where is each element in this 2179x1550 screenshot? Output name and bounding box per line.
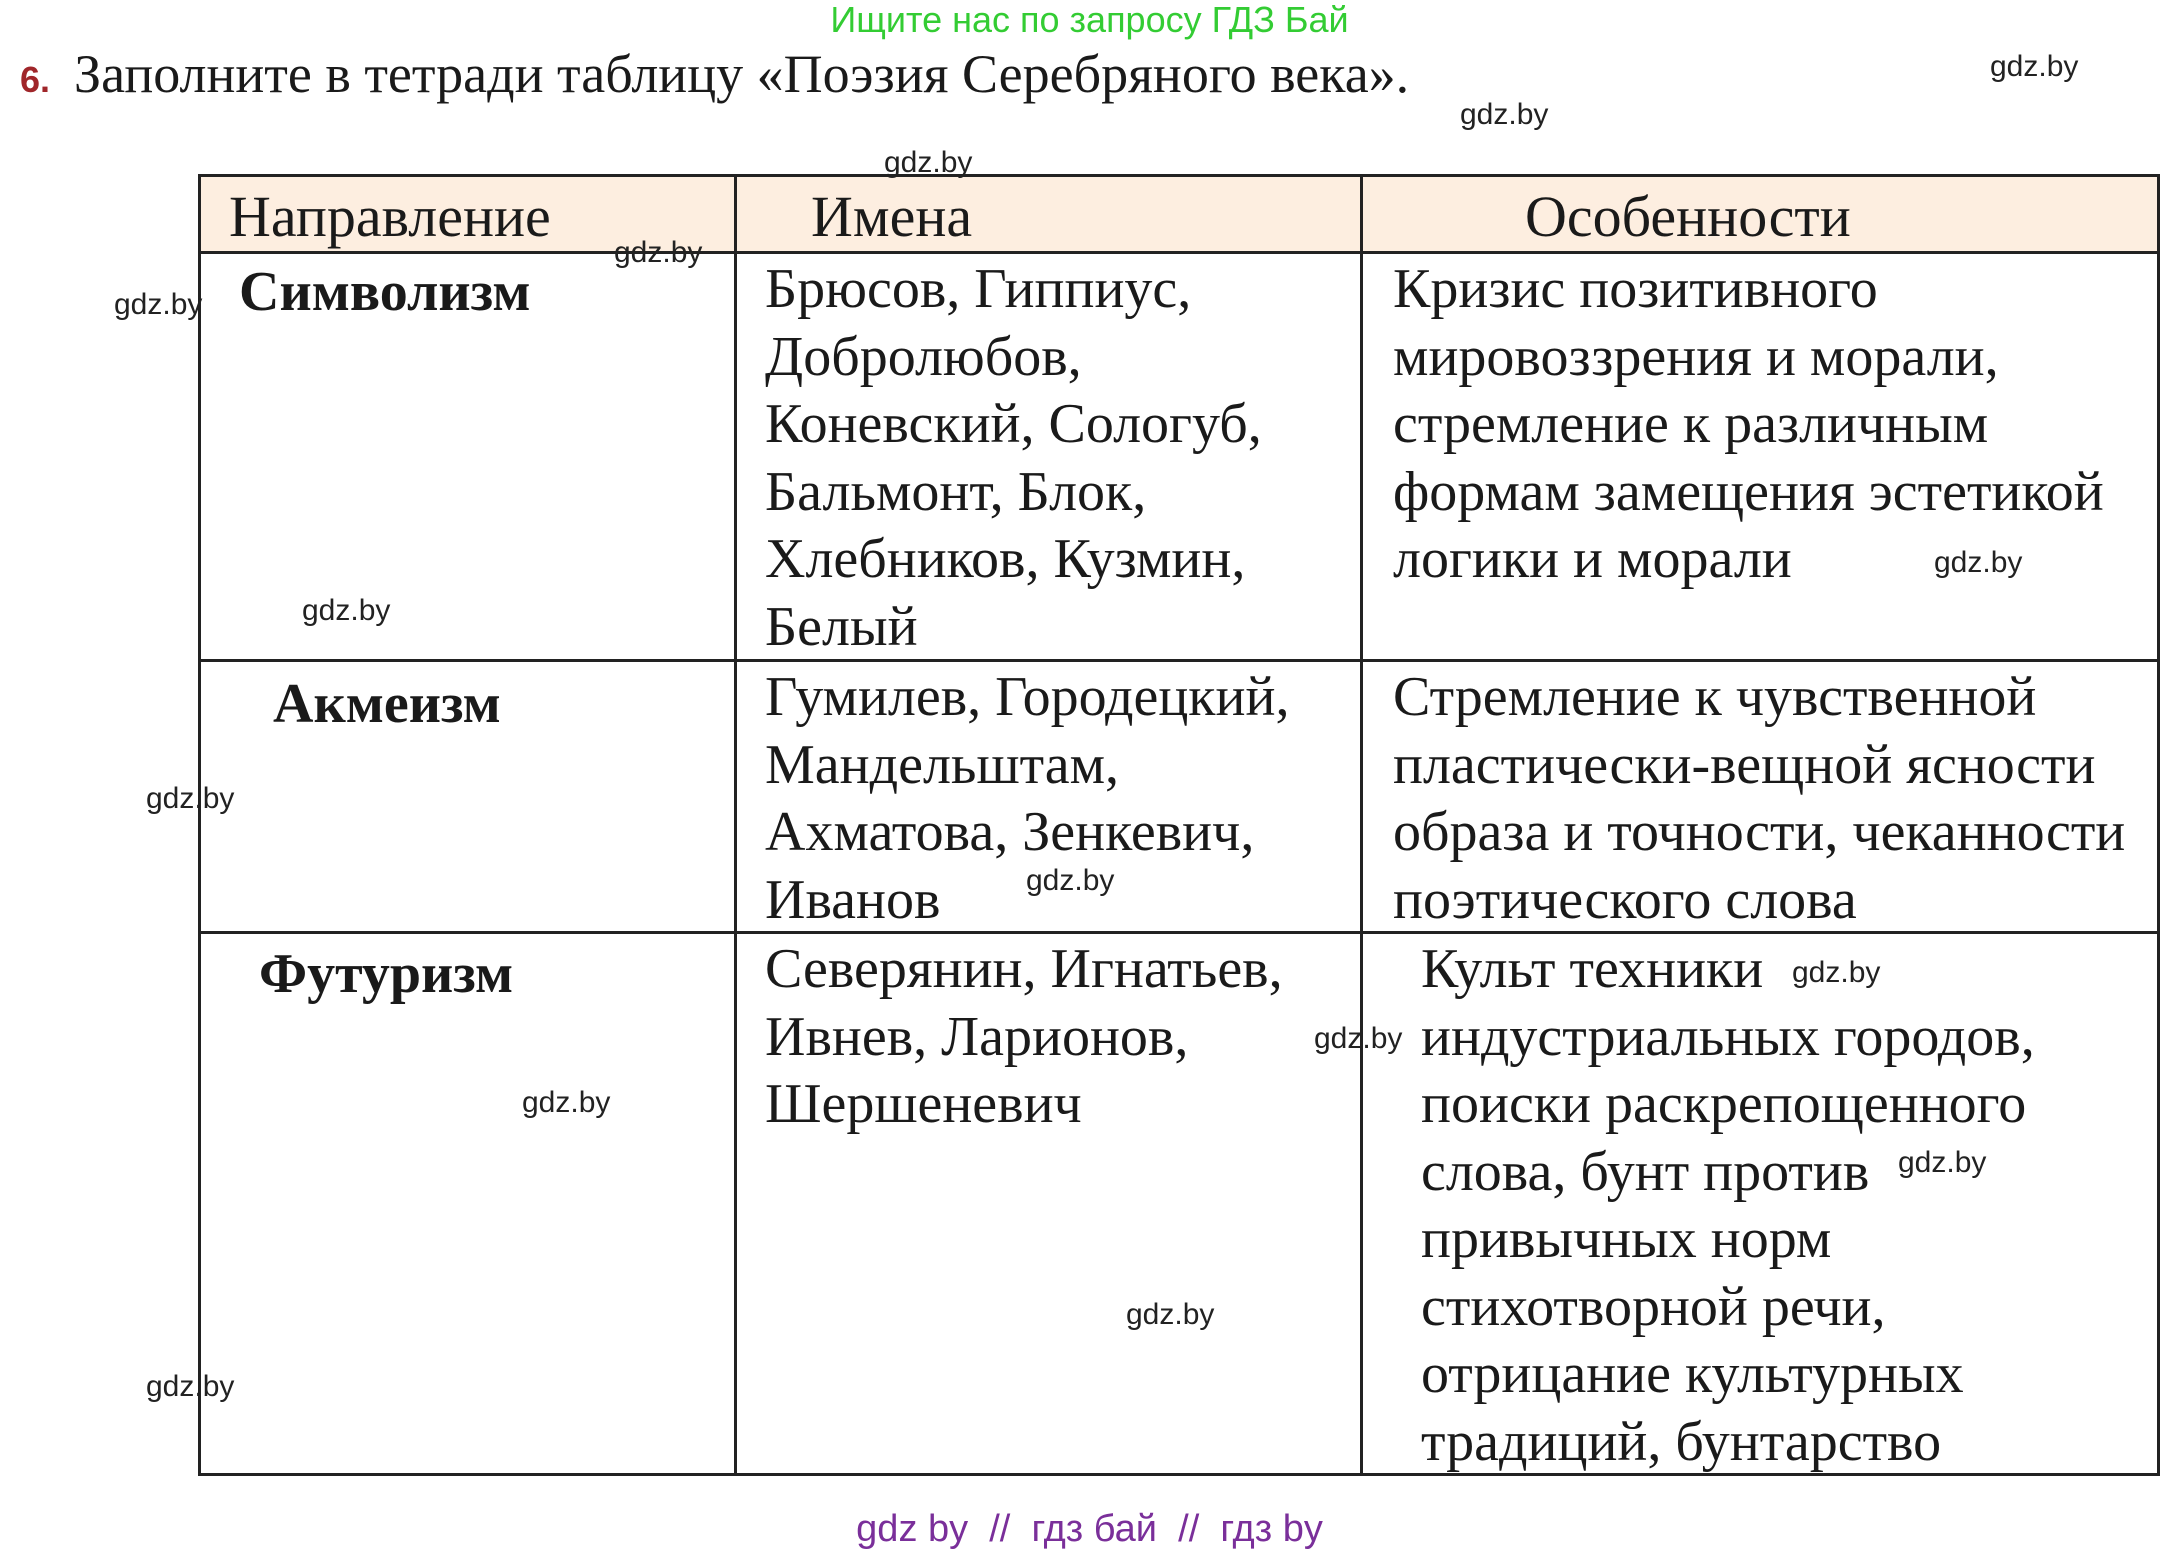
feature-line: поиски раскрепощенного (1421, 1073, 2027, 1135)
task-heading (20, 42, 1409, 112)
header-cell-features (1363, 177, 2157, 251)
direction-cell (201, 662, 737, 931)
features-list (1393, 256, 2104, 594)
name-line: Бальмонт, Блок, (765, 460, 1147, 523)
names-cell (737, 934, 1363, 1473)
feature-line: Кризис позитивного (1393, 258, 1878, 320)
name-line: Хлебников, Кузмин, (765, 528, 1246, 590)
feature-line: логики и морали (1393, 528, 1792, 590)
task-number: 6. (20, 59, 51, 100)
direction-cell (201, 934, 737, 1473)
search-banner: Ищите нас по запросу ГДЗ Бай (830, 0, 1349, 40)
watermark: gdz.by (614, 236, 703, 269)
footer-links: gdz by // гдз бай // гдз by (856, 1508, 1323, 1550)
feature-line: формам замещения эстетикой (1393, 460, 2104, 523)
name-line: Добролюбов, (765, 325, 1082, 388)
features-list (1393, 664, 2125, 934)
feature-line: Культ техники (1421, 938, 1764, 1000)
watermark: gdz.by (146, 1370, 235, 1403)
watermark: gdz.by (1460, 98, 1549, 131)
direction-name: Акмеизм (273, 673, 501, 735)
name-line: Коневский, Сологуб, (765, 393, 1262, 455)
names-cell (737, 254, 1363, 659)
feature-line: мировоззрения и морали, (1393, 325, 1999, 388)
name-line: Северянин, Игнатьев, (765, 938, 1283, 1000)
name-line: Гумилев, Городецкий, (765, 666, 1290, 728)
watermark: gdz.by (1026, 864, 1115, 897)
direction-cell (201, 254, 737, 659)
feature-line: индустриальных городов, (1421, 1005, 2035, 1068)
silver-age-poetry-table (198, 174, 2160, 1476)
direction-name: Футуризм (259, 943, 514, 1005)
header-cell-names (737, 177, 1363, 251)
features-cell (1363, 934, 2157, 1473)
watermark: gdz.by (1990, 50, 2079, 83)
names-list (765, 936, 1283, 1139)
watermark: gdz.by (302, 594, 391, 627)
header-label: Особенности (1525, 184, 1851, 249)
name-line: Ахматова, Зенкевич, (765, 801, 1255, 863)
table-header-row (201, 177, 2157, 254)
watermark: gdz.by (1898, 1146, 1987, 1179)
watermark: gdz.by (1314, 1022, 1403, 1055)
watermark: gdz.by (146, 782, 235, 815)
feature-line: привычных норм (1421, 1208, 1832, 1270)
watermark: gdz.by (522, 1086, 611, 1119)
watermark: gdz.by (1126, 1298, 1215, 1331)
watermark: gdz.by (1934, 546, 2023, 579)
table-row (201, 934, 2157, 1473)
features-cell (1363, 254, 2157, 659)
feature-line: традиций, бунтарство (1421, 1410, 1942, 1473)
feature-line: слова, бунт против (1421, 1140, 1870, 1203)
table-row (201, 254, 2157, 662)
feature-line: поэтического слова (1393, 868, 1857, 931)
header-label: Имена (811, 184, 973, 249)
feature-line: стихотворной речи, (1421, 1275, 1886, 1338)
feature-line: пластически-вещной ясности (1393, 733, 2096, 796)
feature-line: стремление к различным (1393, 393, 1989, 455)
task-text: Заполните в тетради таблицу «Поэзия Серебряного века». (74, 44, 1410, 104)
name-line: Шершеневич (765, 1073, 1082, 1135)
feature-line: образа и точности, чеканности (1393, 801, 2126, 863)
header-label: Направление (229, 184, 551, 249)
name-line: Мандельштам, (765, 733, 1120, 796)
name-line: Брюсов, Гиппиус, (765, 258, 1192, 320)
watermark: gdz.by (1792, 956, 1881, 989)
names-list (765, 256, 1262, 661)
name-line: Белый (765, 595, 918, 658)
watermark: gdz.by (114, 288, 203, 321)
watermark: gdz.by (884, 146, 973, 179)
features-list (1421, 936, 2035, 1476)
feature-line: отрицание культурных (1421, 1343, 1964, 1405)
direction-name: Символизм (239, 261, 531, 323)
feature-line: Стремление к чувственной (1393, 666, 2037, 728)
features-cell (1363, 662, 2157, 931)
name-line: Иванов (765, 868, 941, 931)
table-row (201, 662, 2157, 934)
name-line: Ивнев, Ларионов, (765, 1005, 1189, 1068)
